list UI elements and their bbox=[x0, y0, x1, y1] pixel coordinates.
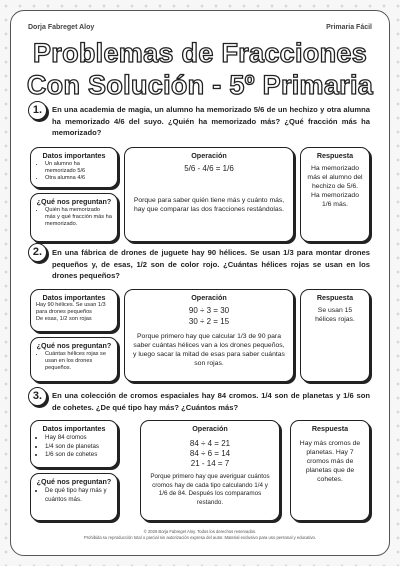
datos-item: • Otra alumna 4/6 bbox=[45, 175, 112, 182]
problem-1-operacion-box bbox=[124, 147, 294, 242]
respuesta-text: Ha memorizado más el alumno del hechizo de 5/6. Ha memorizado 1/6 más. bbox=[307, 165, 363, 208]
problem-1-preguntan-box bbox=[30, 193, 118, 242]
datos-title: Datos importantes bbox=[42, 293, 106, 302]
datos-title: Datos importantes bbox=[42, 424, 106, 433]
problem-1-question: En una academia de magia, un alumno ha memorizado 5/6 de un hechizo y otra alumna ha memorizado 4/6 del suyo. ¿Quién ha memorizado más? ¿Qué fracción más ha memorizado? bbox=[52, 105, 370, 137]
respuesta-title: Respuesta bbox=[316, 151, 354, 160]
datos-item: De esas, 1/2 son rojas bbox=[36, 316, 92, 322]
problem-3-datos-box bbox=[30, 420, 118, 468]
operacion-line: 30 ÷ 2 = 15 bbox=[188, 317, 230, 326]
operacion-explicacion: Porque primero hay que calcular 1/3 de 90 para saber cuántas hélices van a los drones pequeños, y luego sacar la mitad de esas para saber cuántas son rojas. bbox=[133, 333, 285, 367]
problem-2-number: 2. bbox=[28, 243, 47, 262]
respuesta-title: Respuesta bbox=[311, 424, 349, 433]
operacion-explicacion: Porque primero hay que averiguar cuántos cromos hay de cada tipo calculando 1/4 y 1/6 de 84. Después los comparamos restando. bbox=[150, 473, 270, 506]
page-title-line-2: Con Solución - 5º Primaria bbox=[26, 70, 374, 100]
footer-copyright: © 2026 Borja Fabreget Aloy. Todos los derechos reservados. bbox=[143, 529, 257, 534]
preguntan-title: ¿Qué nos preguntan? bbox=[36, 477, 112, 486]
problem-1-respuesta-box bbox=[300, 147, 370, 242]
operacion-title: Operación bbox=[191, 151, 227, 160]
level-label: Primaria Fácil bbox=[326, 24, 372, 31]
operacion-line: 84 ÷ 4 = 21 bbox=[189, 439, 231, 448]
problem-2-question: En una fábrica de drones de juguete hay 90 hélices. Se usan 1/3 para montar drones pequeños y, de esas, 1/2 son de color rojo. ¿Cuántas hélices rojas se usan en los drones pequeños? bbox=[52, 248, 370, 280]
operacion-line: 90 ÷ 3 = 30 bbox=[188, 306, 230, 315]
datos-item: • 1/6 son de cohetes bbox=[45, 451, 112, 460]
author-name: Dorja Fabreget Aloy bbox=[28, 24, 95, 31]
problem-3-number: 3. bbox=[28, 387, 47, 406]
problem-3-operacion-box bbox=[140, 420, 280, 521]
operacion-title: Operación bbox=[191, 293, 227, 302]
problem-3-respuesta-box bbox=[290, 420, 370, 521]
datos-item: Hay 90 hélices. Se usan 1/3 para drones pequeños bbox=[36, 302, 106, 315]
preguntan-item: • De qué tipo hay más y cuántos más. bbox=[45, 487, 112, 504]
problem-2-preguntan-box bbox=[30, 337, 118, 382]
problem-2-respuesta-box bbox=[300, 289, 370, 382]
problem-3-question: En una colección de cromos espaciales hay 84 cromos. 1/4 son de planetas y 1/6 son de cohetes. ¿De qué tipo hay más? ¿Cuántos más? bbox=[52, 391, 370, 412]
datos-item: • Un alumno ha memorizado 5/6 bbox=[45, 161, 112, 175]
operacion-line: 5/6 - 4/6 = 1/6 bbox=[184, 164, 234, 173]
preguntan-title: ¿Qué nos preguntan? bbox=[36, 197, 112, 206]
problem-1-number: 1. bbox=[28, 101, 47, 120]
problem-2-datos-box bbox=[30, 289, 118, 332]
operacion-title: Operación bbox=[192, 424, 228, 433]
problem-2-operacion-box bbox=[124, 289, 294, 382]
footer-disclaimer: Prohibida su reproducción total o parcial sin autorización expresa del autor. Material exclusivo para uso personal y educativo. bbox=[83, 535, 317, 540]
page-title-line-1: Problemas de Fracciones bbox=[32, 38, 368, 68]
respuesta-title: Respuesta bbox=[316, 293, 354, 302]
datos-title: Datos importantes bbox=[42, 151, 106, 160]
problem-3-preguntan-box bbox=[30, 473, 118, 521]
respuesta-text: Hay más cromos de planetas. Hay 7 cromos más de planetas que de cohetes. bbox=[299, 440, 361, 483]
preguntan-item: • Cuántas hélices rojas se usan en los drones pequeños. bbox=[45, 351, 112, 372]
preguntan-item: • Quién ha memorizado más y qué fracción más ha memorizado. bbox=[45, 207, 112, 228]
datos-item: • Hay 84 cromos bbox=[45, 434, 112, 443]
problem-1-datos-box bbox=[30, 147, 118, 188]
operacion-line: 84 ÷ 6 = 14 bbox=[189, 449, 231, 458]
preguntan-title: ¿Qué nos preguntan? bbox=[36, 341, 112, 350]
operacion-explicacion: Porque para saber quién tiene más y cuánto más, hay que comparar las dos fracciones restándolas. bbox=[133, 197, 285, 213]
operacion-line: 21 - 14 = 7 bbox=[190, 459, 230, 468]
datos-item: • 1/4 son de planetas bbox=[45, 443, 112, 452]
respuesta-text: Se usan 15 hélices rojas. bbox=[315, 307, 355, 323]
